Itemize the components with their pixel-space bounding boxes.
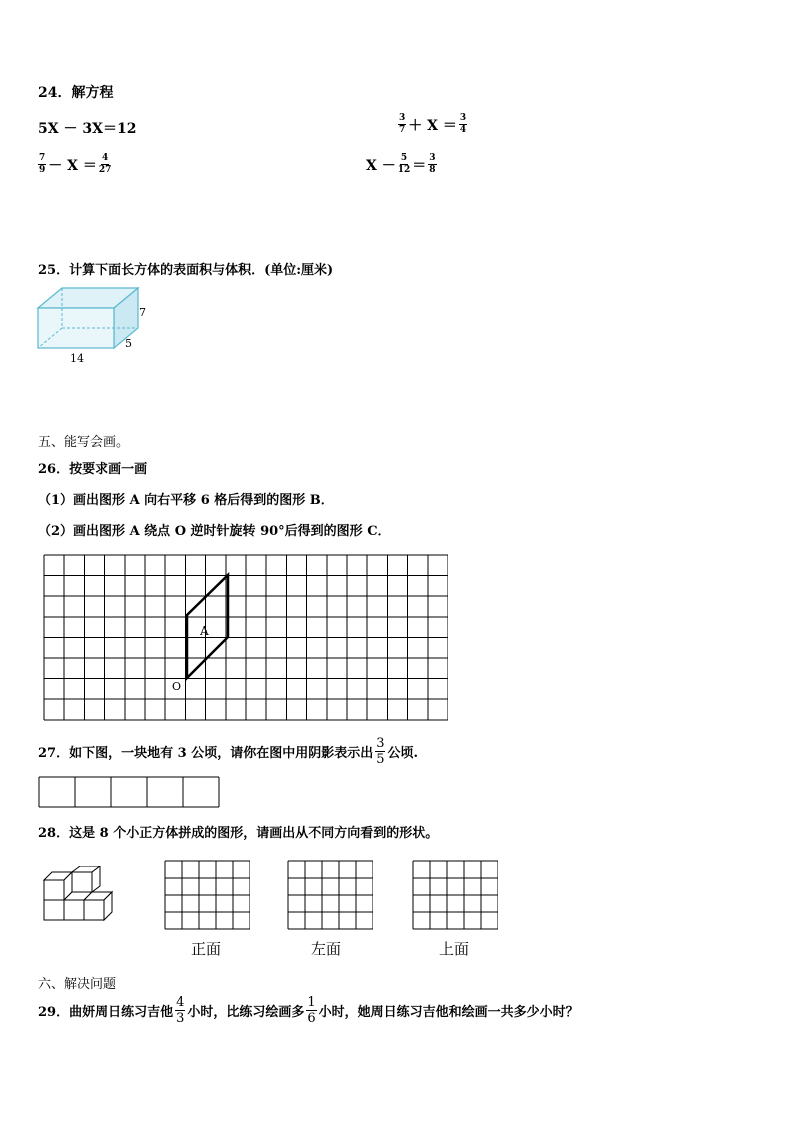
q25-title: 25．计算下面长方体的表面积与体积．(单位:厘米) [38, 263, 334, 278]
shape-a-label: A [200, 624, 209, 638]
view-grid-front [164, 860, 250, 930]
q28-title: 28．这是 8 个小正方体拼成的图形，请画出从不同方向看到的形状。 [38, 826, 439, 841]
q24-eq2: $\frac{3}{7}$ ＋ X ＝ $\frac{3}{4}$ [399, 113, 467, 135]
point-o-label: O [172, 680, 182, 693]
q29-text: 29．曲妍周日练习吉他 4 3 小时，比练习绘画多 1 6 小时，她周日练习吉他和绘画一共多少小时？ [38, 995, 579, 1026]
q24-eq3: $\frac{7}{9}$ － X ＝ $\frac{4}{27}$ [39, 153, 112, 175]
q24-title: 24．解方程 [38, 85, 114, 101]
q24-eq4: X － $\frac{5}{12}$ ＝ $\frac{3}{8}$ [366, 153, 436, 175]
view-label-left: 左面 [311, 940, 342, 958]
cuboid-height: 7 [139, 306, 146, 319]
q26-sub2: （2）画出图形 A 绕点 O 逆时针旋转 90°后得到的图形 C． [38, 524, 391, 539]
cuboid-width: 5 [125, 337, 132, 350]
view-grid-left [287, 860, 373, 930]
view-label-front: 正面 [191, 940, 222, 958]
view-label-top: 上面 [439, 940, 470, 958]
section5-heading: 五、能写会画。 [38, 435, 130, 450]
cube-stack-figure [40, 866, 130, 926]
q26-title: 26．按要求画一画 [38, 462, 148, 477]
q27-text: 27．如下图，一块地有 3 公顷，请你在图中用阴影表示出 3 5 公顷. [38, 736, 419, 767]
cuboid-length: 14 [70, 352, 84, 365]
q27-land-strip [38, 776, 220, 809]
section6-heading: 六、解决问题 [38, 977, 117, 992]
q24-eq1: 5X － 3X＝12 [38, 121, 137, 137]
view-grid-top [412, 860, 498, 930]
cuboid-figure [30, 280, 160, 370]
q26-sub1: （1）画出图形 A 向右平移 6 格后得到的图形 B． [38, 493, 334, 508]
q26-grid [42, 553, 448, 723]
